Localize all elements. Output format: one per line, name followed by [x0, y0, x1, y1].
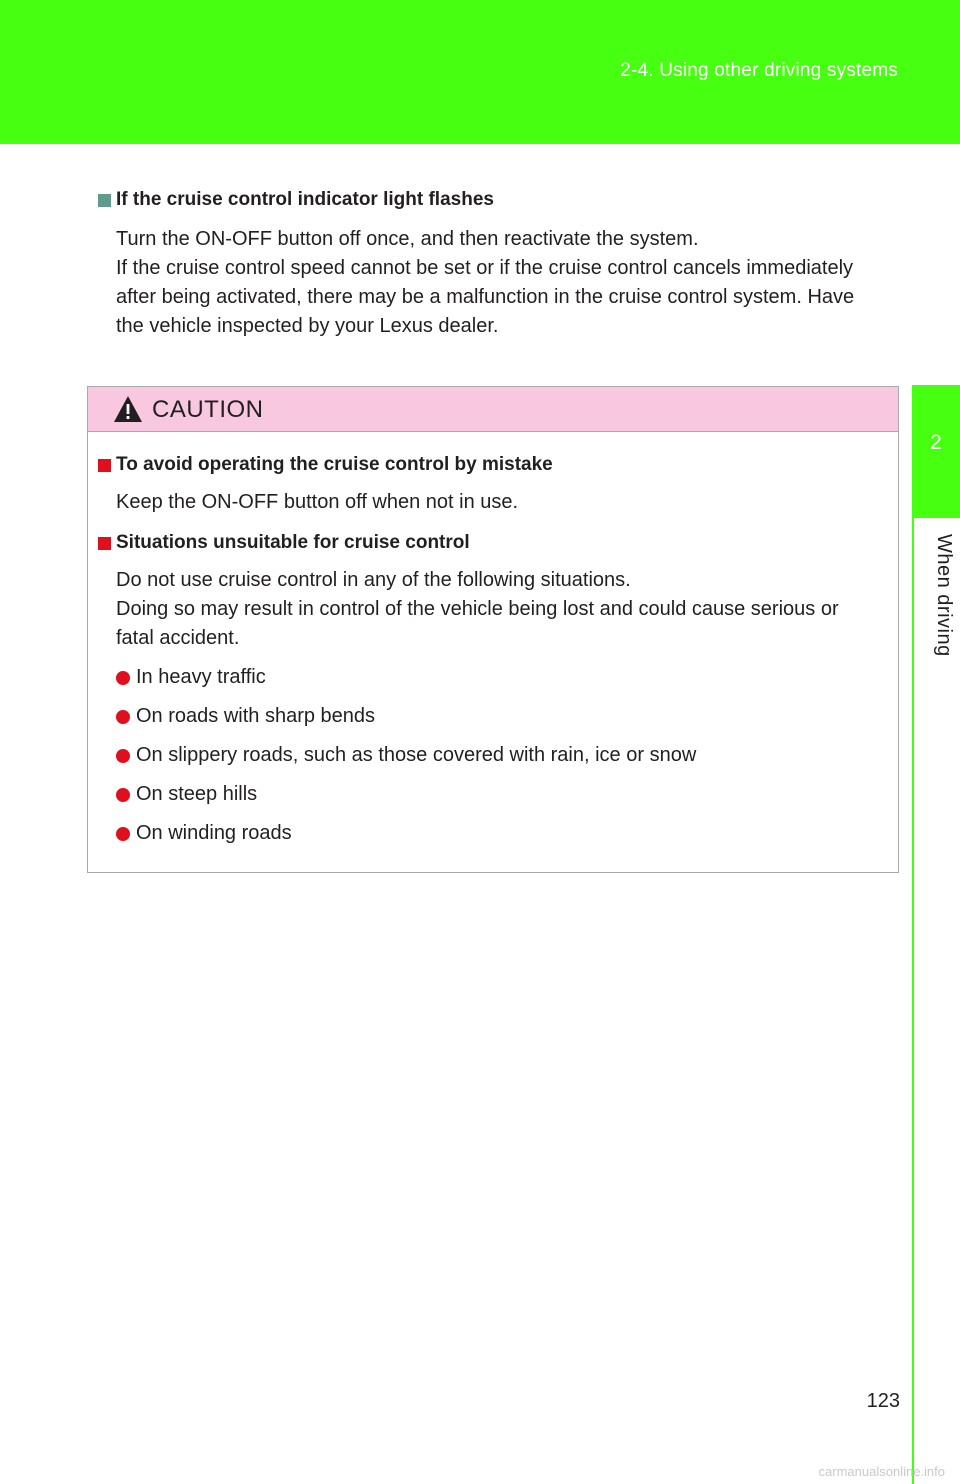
caution-line: fatal accident. [116, 627, 240, 649]
chapter-number: 2 [930, 431, 942, 454]
caution-line: Keep the ON-OFF button off when not in use. [116, 491, 519, 513]
red-square-icon [98, 459, 111, 472]
caution-item [98, 529, 890, 848]
caution-title: CAUTION [152, 396, 264, 423]
caution-item-heading [98, 529, 890, 557]
list-item-text: On roads with sharp bends [136, 705, 376, 727]
list-item-text: On steep hills [136, 783, 258, 805]
caution-heading-text: Situations unsuitable for cruise control [116, 532, 470, 553]
note-line: the vehicle inspected by your Lexus dealer. [116, 315, 499, 337]
bullet-dot-icon [116, 671, 130, 685]
note-line: after being activated, there may be a malfunction in the cruise control system. Have [116, 286, 855, 308]
list-item [116, 741, 890, 770]
bullet-dot-icon [116, 749, 130, 763]
caution-line: Do not use cruise control in any of the following situations. [116, 569, 631, 591]
caution-item-body [116, 488, 890, 517]
list-item [116, 819, 890, 848]
list-item-text: On winding roads [136, 822, 292, 844]
caution-item-body [116, 566, 890, 653]
list-item-text: On slippery roads, such as those covered with rain, ice or snow [136, 744, 697, 766]
bullet-dot-icon [116, 827, 130, 841]
caution-header [88, 387, 898, 432]
note-line: If the cruise control speed cannot be set or if the cruise control cancels immediately [116, 257, 854, 279]
note-heading-text: If the cruise control indicator light flashes [116, 189, 494, 210]
red-square-icon [98, 537, 111, 550]
watermark-text: carmanualsonline.info [818, 1464, 945, 1479]
side-divider [912, 518, 914, 1484]
caution-item-heading [98, 451, 890, 479]
bullet-dot-icon [116, 788, 130, 802]
header-band [0, 0, 960, 144]
note-heading [98, 186, 898, 214]
list-item-text: In heavy traffic [136, 666, 266, 688]
caution-box [87, 386, 899, 873]
note-body [116, 225, 898, 341]
caution-line: Doing so may result in control of the vehicle being lost and could cause serious or [116, 598, 839, 620]
warning-triangle-icon [112, 394, 144, 424]
chapter-tab[interactable] [912, 385, 960, 518]
note-square-icon [98, 194, 111, 207]
list-item [116, 780, 890, 809]
caution-item [98, 451, 890, 517]
caution-heading-text: To avoid operating the cruise control by mistake [116, 454, 553, 475]
note-line: Turn the ON-OFF button off once, and then reactivate the system. [116, 228, 699, 250]
bullet-dot-icon [116, 710, 130, 724]
list-item [116, 702, 890, 731]
section-title: 2-4. Using other driving systems [620, 60, 898, 81]
bullet-list [116, 663, 890, 848]
page-number: 123 [866, 1390, 900, 1412]
info-note [98, 186, 898, 341]
list-item [116, 663, 890, 692]
caution-content [98, 451, 890, 860]
chapter-label: When driving [933, 534, 955, 657]
